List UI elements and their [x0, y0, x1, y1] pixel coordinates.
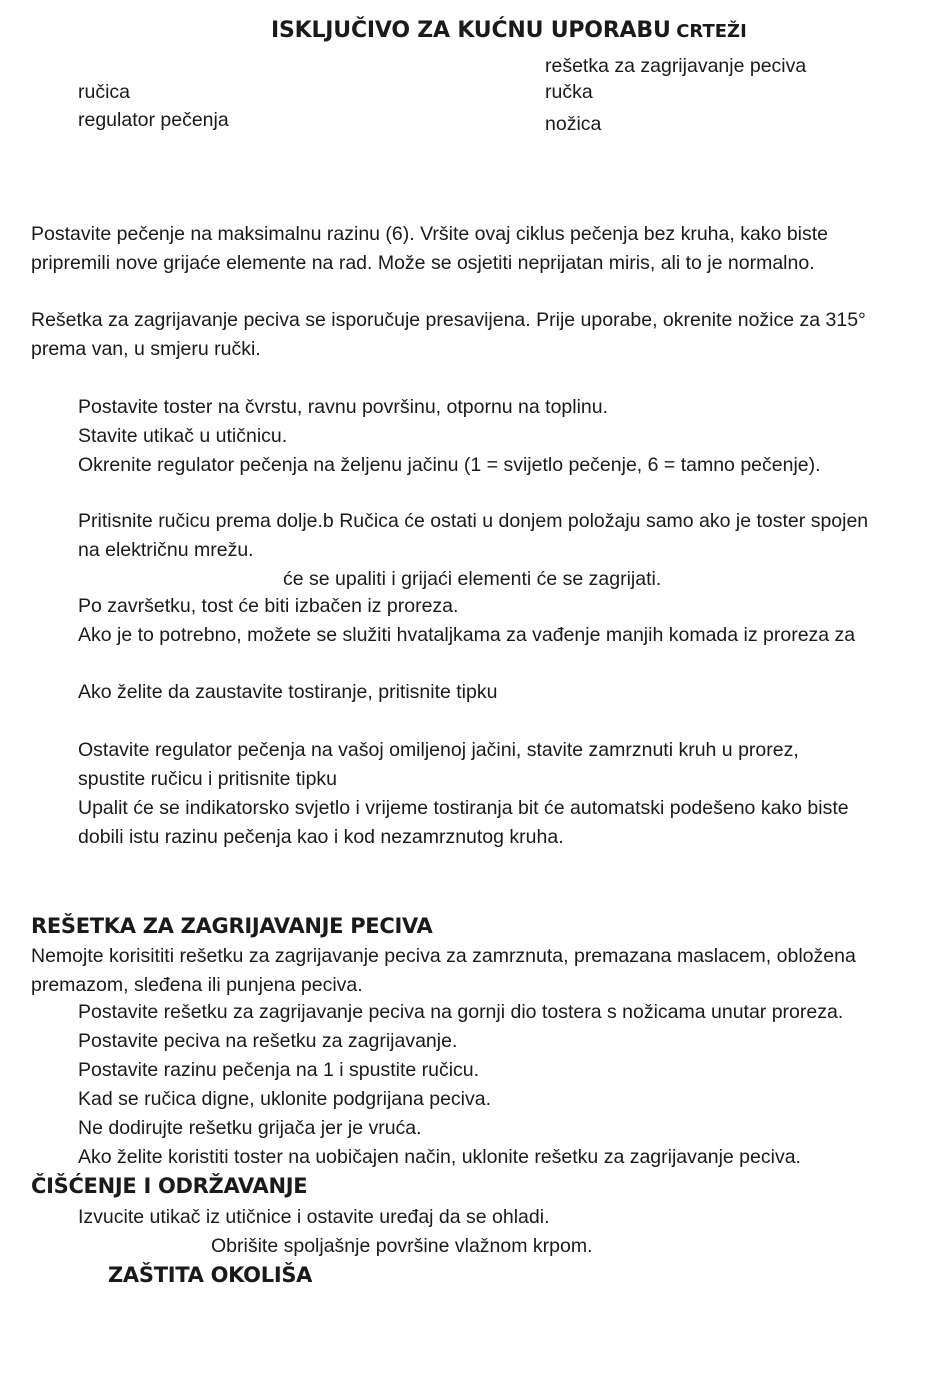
step-line: Postavite peciva na rešetku za zagrijavanje.	[78, 1030, 458, 1052]
finish-steps	[78, 592, 855, 650]
setup-steps	[78, 393, 821, 480]
label-browning-control: regulator pečenja	[78, 109, 229, 131]
label-handle: ručka	[545, 81, 593, 103]
cleaning-line-1: Izvucite utikač iz utičnice i ostavite uređaj da se ohladi.	[78, 1206, 550, 1228]
text-line: Nemojte korisititi rešetku za zagrijavanje peciva za zamrznuta, premazana maslacem, obložena	[31, 945, 856, 967]
step-line: Postavite razinu pečenja na 1 i spustite ručicu.	[78, 1059, 480, 1081]
step-line: Ako je to potrebno, možete se služiti hvataljkama za vađenje manjih komada iz proreza za	[78, 624, 856, 646]
title-suffix: CRTEŽI	[676, 21, 747, 42]
title-main: ISKLJUČIVO ZA KUĆNU UPORABU	[271, 18, 671, 43]
step-line: Ne dodirujte rešetku grijača jer je vruća.	[78, 1117, 422, 1139]
step-line: Kad se ručica digne, uklonite podgrijana peciva.	[78, 1088, 492, 1110]
step-line: Okrenite regulator pečenja na željenu jačinu (1 = svijetlo pečenje, 6 = tamno pečenje).	[78, 454, 821, 476]
page-title	[271, 18, 747, 43]
step-line: na električnu mrežu.	[78, 539, 254, 561]
press-lever-steps	[78, 507, 868, 565]
text-line: Rešetka za zagrijavanje peciva se isporučuje presavijena. Prije uporabe, okrenite nožice za 315°	[31, 309, 866, 331]
step-line: spustite ručicu i pritisnite tipku	[78, 768, 338, 790]
step-line: Upalit će se indikatorsko svjetlo i vrijeme tostiranja bit će automatski podešeno kako biste	[78, 797, 849, 819]
rack-steps	[78, 998, 843, 1172]
rack-delivery-paragraph	[31, 306, 866, 364]
step-line: Postavite toster na čvrstu, ravnu površinu, otpornu na toplinu.	[78, 396, 609, 418]
text-line: pripremili nove grijaće elemente na rad. Može se osjetiti neprijatan miris, ali to je normalno.	[31, 252, 815, 274]
frozen-bread-steps	[78, 736, 849, 852]
environment-section-heading: ZAŠTITA OKOLIŠA	[108, 1263, 313, 1287]
text-line: prema van, u smjeru ručki.	[31, 338, 261, 360]
step-line: Postavite rešetku za zagrijavanje peciva na gornji dio tostera s nožicama unutar proreza.	[78, 1001, 844, 1023]
label-lever: ručica	[78, 81, 131, 103]
press-indented-line: će se upaliti i grijaći elementi će se zagrijati.	[283, 568, 662, 590]
step-line: Pritisnite ručicu prema dolje.b Ručica će ostati u donjem položaju samo ako je toster spojen	[78, 510, 869, 532]
label-rack: rešetka za zagrijavanje peciva	[545, 55, 807, 77]
cleaning-section-heading: ČIŠĆENJE I ODRŽAVANJE	[31, 1174, 308, 1198]
label-foot: nožica	[545, 113, 602, 135]
text-line: Postavite pečenje na maksimalnu razinu (6). Vršite ovaj ciklus pečenja bez kruha, kako biste	[31, 223, 829, 245]
text-line: premazom, sleđena ili punjena peciva.	[31, 974, 363, 996]
stop-toasting-line: Ako želite da zaustavite tostiranje, pritisnite tipku	[78, 681, 498, 703]
step-line: Ako želite koristiti toster na uobičajen način, uklonite rešetku za zagrijavanje peciva.	[78, 1146, 801, 1168]
cleaning-line-2: Obrišite spoljašnje površine vlažnom krpom.	[211, 1235, 593, 1257]
step-line: Stavite utikač u utičnicu.	[78, 425, 288, 447]
step-line: Ostavite regulator pečenja na vašoj omiljenoj jačini, stavite zamrznuti kruh u prorez,	[78, 739, 799, 761]
rack-warning	[31, 942, 856, 1000]
step-line: dobili istu razinu pečenja kao i kod nezamrznutog kruha.	[78, 826, 564, 848]
first-use-paragraph	[31, 220, 828, 278]
rack-section-heading: REŠETKA ZA ZAGRIJAVANJE PECIVA	[31, 914, 433, 938]
step-line: Po završetku, tost će biti izbačen iz proreza.	[78, 595, 459, 617]
